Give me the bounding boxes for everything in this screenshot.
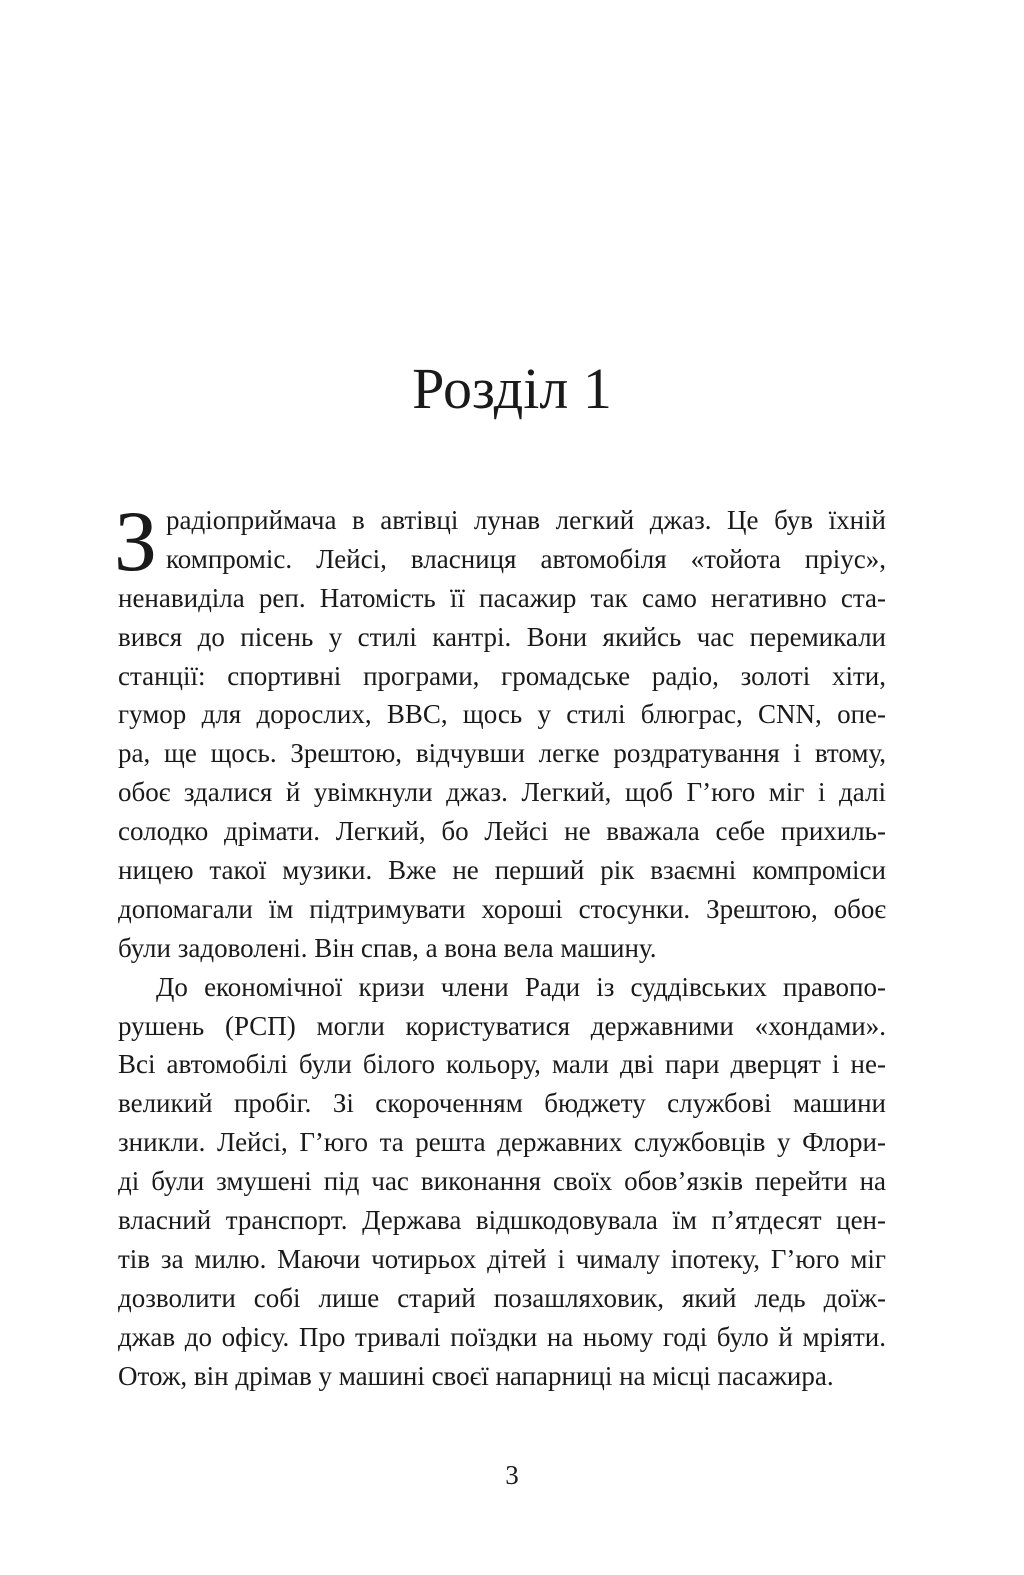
page-number: 3: [505, 1460, 519, 1490]
text-line: тів за милю. Маючи чотирьох дітей і чималу іпотеку, Г’юго міг: [118, 1243, 886, 1274]
drop-cap: З: [114, 493, 158, 589]
text-line: ницею такої музики. Вже не перший рік взаємні компроміси: [118, 855, 886, 886]
text-line: ді були змушені під час виконання своїх обов’язків перейти на: [118, 1166, 886, 1197]
paragraphs: [118, 501, 886, 1395]
text-line: джав до офісу. Про тривалі поїздки на ньому годі було й мріяти.: [118, 1321, 886, 1352]
text-line: Отож, він дрімав у машині своєї напарниці на місці пасажира.: [118, 1360, 834, 1391]
text-line: вився до пісень у стилі кантрі. Вони якийсь час перемикали: [118, 621, 886, 652]
text-line: До економічної кризи члени Ради із суддівських правопо-: [156, 971, 886, 1002]
text-line: Всі автомобілі були білого кольору, мали дві пари дверцят і не-: [118, 1049, 886, 1080]
text-line: гумор для дорослих, BBC, щось у стилі блюграс, CNN, опе-: [118, 699, 886, 730]
text-line: власний транспорт. Держава відшкодовувала їм п’ятдесят цен-: [118, 1205, 886, 1236]
text-line: солодко дрімати. Легкий, бо Лейсі не вважала себе прихиль-: [118, 816, 886, 847]
text-line: допомагали їм підтримувати хороші стосунки. Зрештою, обоє: [118, 893, 886, 924]
text-line: ра, ще щось. Зрештою, відчувши легке роздратування і втому,: [118, 738, 886, 769]
text-line: були задоволені. Він спав, а вона вела машину.: [118, 932, 657, 963]
text-line: обоє здалися й увімкнули джаз. Легкий, щоб Г’юго міг і далі: [118, 777, 886, 808]
text-line: рушень (РСП) могли користуватися державними «хондами».: [118, 1010, 886, 1041]
chapter-body: [114, 493, 886, 1395]
text-line: зникли. Лейсі, Г’юго та решта державних службовців у Флори-: [118, 1127, 886, 1158]
text-line: дозволити собі лише старий позашляховик, який ледь доїж-: [118, 1282, 886, 1313]
text-line: радіоприймача в автівці лунав легкий джаз. Це був їхній: [166, 505, 886, 535]
paragraph: [118, 501, 886, 968]
text-line: компроміс. Лейсі, власниця автомобіля «тойота пріус»,: [166, 543, 886, 574]
text-line: великий пробіг. Зі скороченням бюджету службові машини: [118, 1088, 886, 1119]
paragraph: [118, 968, 886, 1396]
text-line: станції: спортивні програми, громадське радіо, золоті хіти,: [118, 660, 886, 691]
text-line: ненавиділа реп. Натомість її пасажир так само негативно ста-: [118, 582, 886, 613]
chapter-title: Розділ 1: [412, 355, 612, 421]
